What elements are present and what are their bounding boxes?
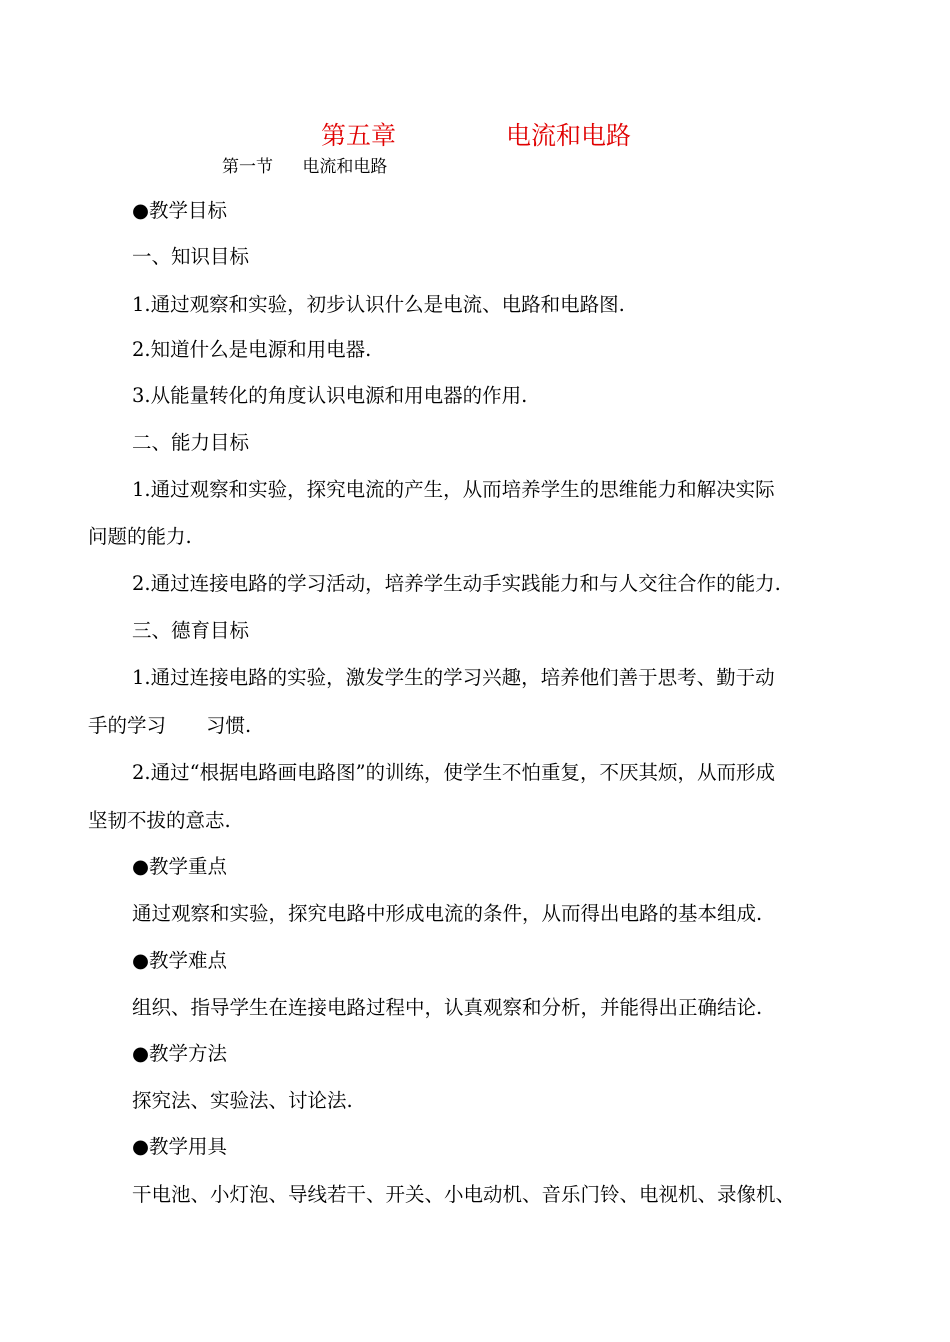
text-fragment: 习惯.: [206, 714, 252, 737]
paragraph: 干电池、小灯泡、导线若干、开关、小电动机、音乐门铃、电视机、录像机、: [132, 1183, 796, 1206]
paragraph: 通过观察和实验，探究电路中形成电流的条件，从而得出电路的基本组成.: [132, 902, 763, 925]
subheading-ability-goals: 二、能力目标: [132, 431, 250, 454]
subheading-knowledge-goals: 一、知识目标: [132, 245, 250, 268]
section-heading: [222, 155, 387, 179]
paragraph: 1.通过连接电路的实验，激发学生的学习兴趣，培养他们善于思考、勤于动: [132, 666, 775, 689]
heading-teaching-methods: ●教学方法: [132, 1042, 228, 1065]
paragraph: 2.通过“根据电路画电路图”的训练，使学生不怕重复，不厌其烦，从而形成: [132, 761, 776, 784]
paragraph: 2.知道什么是电源和用电器.: [132, 338, 372, 361]
heading-teaching-goals: ●教学目标: [132, 199, 228, 222]
paragraph-continued: 坚韧不拔的意志.: [88, 809, 231, 832]
paragraph: 1.通过观察和实验，探究电流的产生，从而培养学生的思维能力和解决实际: [132, 478, 775, 501]
paragraph-continued: [88, 711, 251, 741]
section-number: 第一节: [222, 157, 273, 177]
heading-key-points: ●教学重点: [132, 855, 228, 878]
paragraph-continued: 问题的能力.: [88, 525, 192, 548]
paragraph: 3.从能量转化的角度认识电源和用电器的作用.: [132, 384, 528, 407]
chapter-number: 第五章: [321, 121, 397, 150]
paragraph: 探究法、实验法、讨论法.: [132, 1089, 353, 1112]
heading-teaching-tools: ●教学用具: [132, 1135, 228, 1158]
paragraph: 1.通过观察和实验，初步认识什么是电流、电路和电路图.: [132, 293, 625, 316]
chapter-heading: [0, 118, 950, 158]
subheading-moral-goals: 三、德育目标: [132, 619, 250, 642]
section-title: 电流和电路: [302, 157, 388, 177]
heading-difficulties: ●教学难点: [132, 949, 228, 972]
text-fragment: 手的学习: [88, 714, 167, 737]
paragraph: 2.通过连接电路的学习活动，培养学生动手实践能力和与人交往合作的能力.: [132, 572, 781, 595]
paragraph: 组织、指导学生在连接电路过程中，认真观察和分析，并能得出正确结论.: [132, 996, 763, 1019]
chapter-title: 电流和电路: [506, 121, 632, 150]
